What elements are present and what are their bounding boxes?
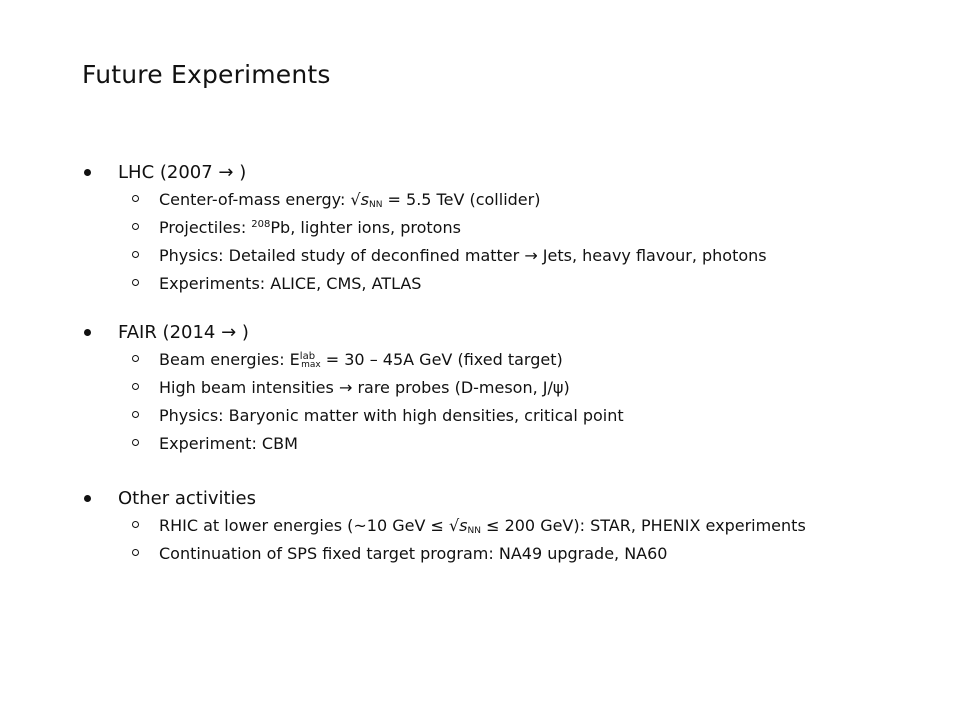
sub-list-lhc	[84, 190, 944, 302]
bullet-other	[84, 488, 944, 514]
slide-title: Future Experiments	[82, 60, 331, 89]
sub-list-fair	[84, 350, 944, 462]
circle-bullet-icon	[132, 223, 139, 230]
circle-bullet-icon	[132, 383, 139, 390]
sub-item	[84, 406, 944, 434]
circle-bullet-icon	[132, 279, 139, 286]
circle-bullet-icon	[132, 439, 139, 446]
sub-item	[84, 246, 944, 274]
circle-bullet-icon	[132, 251, 139, 258]
circle-bullet-icon	[132, 521, 139, 528]
circle-bullet-icon	[132, 411, 139, 418]
bullet-fair	[84, 322, 944, 348]
bullet-dot-icon	[84, 329, 91, 336]
sub-item	[84, 274, 944, 302]
sub-item-text: Physics: Detailed study of deconfined matter → Jets, heavy flavour, photons	[159, 246, 767, 265]
sub-item-text: Projectiles: $^{208}$Pb, lighter ions, protons	[159, 218, 461, 237]
section-fair	[84, 322, 944, 462]
sub-item	[84, 378, 944, 406]
sub-item-text: Center-of-mass energy: $√s_{NN} = 5.5$ TeV (collider)	[159, 190, 541, 210]
sub-list-other	[84, 516, 944, 572]
bullet-lhc	[84, 162, 944, 188]
sub-item-text: Continuation of SPS fixed target program: NA49 upgrade, NA60	[159, 544, 668, 563]
bullet-heading-lhc: LHC (2007 → )	[118, 162, 247, 183]
bullet-dot-icon	[84, 169, 91, 176]
sub-item	[84, 218, 944, 246]
circle-bullet-icon	[132, 355, 139, 362]
section-other	[84, 488, 944, 572]
bullet-dot-icon	[84, 495, 91, 502]
sub-item	[84, 544, 944, 572]
bullet-heading-other: Other activities	[118, 488, 256, 509]
sub-item-text: Beam energies: $E^{lab}_{max} = 30 - 45A$ GeV (fixed target)	[159, 350, 563, 370]
circle-bullet-icon	[132, 195, 139, 202]
sub-item-text: Physics: Baryonic matter with high densities, critical point	[159, 406, 624, 425]
sub-item	[84, 350, 944, 378]
sub-item-text: High beam intensities → rare probes (D-meson, J/ψ)	[159, 378, 570, 397]
section-lhc	[84, 162, 944, 302]
sub-item	[84, 434, 944, 462]
sub-item	[84, 516, 944, 544]
sub-item	[84, 190, 944, 218]
sub-item-text: RHIC at lower energies (~10 GeV ≤ $√s_{NN} \le 200$ GeV): STAR, PHENIX experiments	[159, 516, 806, 536]
bullet-heading-fair: FAIR (2014 → )	[118, 322, 249, 343]
circle-bullet-icon	[132, 549, 139, 556]
sub-item-text: Experiment: CBM	[159, 434, 298, 453]
sub-item-text: Experiments: ALICE, CMS, ATLAS	[159, 274, 422, 293]
